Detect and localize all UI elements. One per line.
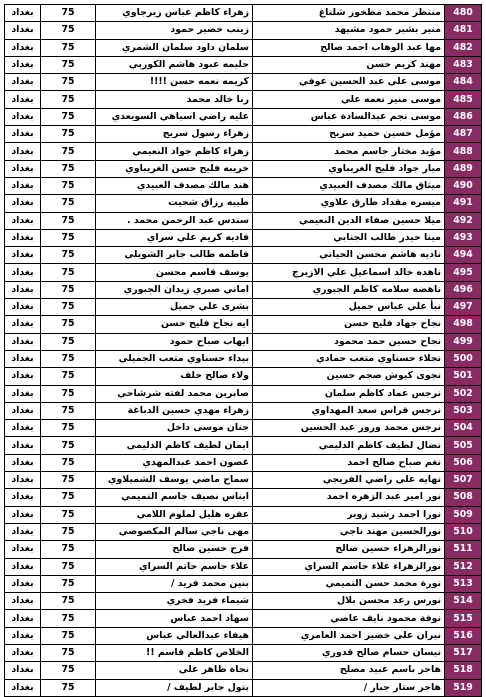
score-value: 75 bbox=[41, 627, 96, 644]
table-row bbox=[5, 350, 482, 367]
mother-name: صابرين محمد لفته شرشاحي bbox=[96, 385, 253, 402]
table-row bbox=[5, 454, 482, 471]
city-name: بغداد bbox=[5, 644, 41, 661]
city-name: بغداد bbox=[5, 299, 41, 316]
row-number: 501 bbox=[445, 368, 482, 385]
mother-name: علاء جاسم حاتم السراي bbox=[96, 558, 253, 575]
score-value: 75 bbox=[41, 247, 96, 264]
table-row bbox=[5, 56, 482, 73]
row-number: 488 bbox=[445, 143, 482, 160]
score-value: 75 bbox=[41, 644, 96, 661]
mother-name: نجاة ظاهر علي bbox=[96, 662, 253, 679]
row-number: 513 bbox=[445, 575, 482, 592]
applicant-name: مها عبد الوهاب احمد صالح bbox=[253, 39, 445, 56]
city-name: بغداد bbox=[5, 333, 41, 350]
mother-name: سلمان داود سلمان الشمري bbox=[96, 39, 253, 56]
applicant-name: نيسان حسام صالح قدوري bbox=[253, 644, 445, 661]
applicant-name: نهايه علي راضي الفريجي bbox=[253, 472, 445, 489]
mother-name: ايناس نصيف جاسم التميمي bbox=[96, 489, 253, 506]
applicant-name: مينا حيدر طالب الجنابي bbox=[253, 229, 445, 246]
row-number: 493 bbox=[445, 229, 482, 246]
table-row bbox=[5, 229, 482, 246]
table-row bbox=[5, 593, 482, 610]
mother-name: فاديه كريم علي سراي bbox=[96, 229, 253, 246]
score-value: 75 bbox=[41, 472, 96, 489]
city-name: بغداد bbox=[5, 212, 41, 229]
applicant-name: ناهضه سلامه كاظم الجبوري bbox=[253, 281, 445, 298]
applicant-name: نرجس قراس سعد المهداوي bbox=[253, 402, 445, 419]
names-table bbox=[4, 4, 482, 697]
mother-name: عليه راضي اسباهي السويعدي bbox=[96, 108, 253, 125]
city-name: بغداد bbox=[5, 91, 41, 108]
city-name: بغداد bbox=[5, 22, 41, 39]
city-name: بغداد bbox=[5, 662, 41, 679]
applicant-name: نجوى كيوش صجم حسين bbox=[253, 368, 445, 385]
table-row bbox=[5, 333, 482, 350]
mother-name: الخلاص كاظم قاسم !! bbox=[96, 644, 253, 661]
applicant-name: نرجس عماد كاظم سلمان bbox=[253, 385, 445, 402]
table-row bbox=[5, 523, 482, 540]
city-name: بغداد bbox=[5, 575, 41, 592]
mother-name: مهى ناجي سالم المكصوصي bbox=[96, 523, 253, 540]
score-value: 75 bbox=[41, 229, 96, 246]
row-number: 508 bbox=[445, 489, 482, 506]
table-row bbox=[5, 39, 482, 56]
city-name: بغداد bbox=[5, 593, 41, 610]
mother-name: عفره هليل لملوم اللامي bbox=[96, 506, 253, 523]
city-name: بغداد bbox=[5, 437, 41, 454]
applicant-name: منتظر محمد مظخور شلتاغ bbox=[253, 5, 445, 22]
score-value: 75 bbox=[41, 454, 96, 471]
row-number: 498 bbox=[445, 316, 482, 333]
mother-name: اماني صبري زيدان الجبوري bbox=[96, 281, 253, 298]
table-row bbox=[5, 91, 482, 108]
city-name: بغداد bbox=[5, 160, 41, 177]
row-number: 507 bbox=[445, 472, 482, 489]
applicant-name: ميلا حسين صفاء الدين النعيمي bbox=[253, 212, 445, 229]
table-row bbox=[5, 126, 482, 143]
score-value: 75 bbox=[41, 368, 96, 385]
score-value: 75 bbox=[41, 489, 96, 506]
table-row bbox=[5, 575, 482, 592]
table-row bbox=[5, 610, 482, 627]
city-name: بغداد bbox=[5, 541, 41, 558]
mother-name: شيماء فريد فخري bbox=[96, 593, 253, 610]
score-value: 75 bbox=[41, 316, 96, 333]
row-number: 485 bbox=[445, 91, 482, 108]
row-number: 483 bbox=[445, 56, 482, 73]
applicant-name: نورس رعد محسن بلال bbox=[253, 593, 445, 610]
score-value: 75 bbox=[41, 281, 96, 298]
table-row bbox=[5, 160, 482, 177]
mother-name: بنين محمد فريد / bbox=[96, 575, 253, 592]
mother-name: بيداء حسناوي متعب الجميلي bbox=[96, 350, 253, 367]
city-name: بغداد bbox=[5, 489, 41, 506]
table-row bbox=[5, 108, 482, 125]
row-number: 517 bbox=[445, 644, 482, 661]
applicant-name: هاجر ستار جبار / bbox=[253, 679, 445, 696]
table-row bbox=[5, 368, 482, 385]
city-name: بغداد bbox=[5, 126, 41, 143]
table-row bbox=[5, 212, 482, 229]
score-value: 75 bbox=[41, 74, 96, 91]
city-name: بغداد bbox=[5, 5, 41, 22]
applicant-name: ميسره مقداد طارق علاوي bbox=[253, 195, 445, 212]
mother-name: ايه نجاح فليح حسن bbox=[96, 316, 253, 333]
mother-name: رنا خالد محمد bbox=[96, 91, 253, 108]
mother-name: ايهاب صباح حمود bbox=[96, 333, 253, 350]
applicant-name: موسى منير نعمه علي bbox=[253, 91, 445, 108]
table-row bbox=[5, 489, 482, 506]
score-value: 75 bbox=[41, 385, 96, 402]
table-row bbox=[5, 541, 482, 558]
row-number: 505 bbox=[445, 437, 482, 454]
row-number: 484 bbox=[445, 74, 482, 91]
mother-name: سندس عبد الرحمن محمد . bbox=[96, 212, 253, 229]
table-row bbox=[5, 22, 482, 39]
mother-name: زهراء رسول سريح bbox=[96, 126, 253, 143]
city-name: بغداد bbox=[5, 264, 41, 281]
table-row bbox=[5, 264, 482, 281]
city-name: بغداد bbox=[5, 281, 41, 298]
row-number: 515 bbox=[445, 610, 482, 627]
mother-name: ايمان لطيف كاظم الدليمي bbox=[96, 437, 253, 454]
score-value: 75 bbox=[41, 177, 96, 194]
city-name: بغداد bbox=[5, 74, 41, 91]
table-row bbox=[5, 506, 482, 523]
city-name: بغداد bbox=[5, 177, 41, 194]
score-value: 75 bbox=[41, 108, 96, 125]
score-value: 75 bbox=[41, 402, 96, 419]
applicant-name: هاجر باسم عبيد مصلح bbox=[253, 662, 445, 679]
score-value: 75 bbox=[41, 541, 96, 558]
applicant-name: نبأ علي عباس جميل bbox=[253, 299, 445, 316]
city-name: بغداد bbox=[5, 627, 41, 644]
score-value: 75 bbox=[41, 350, 96, 367]
score-value: 75 bbox=[41, 143, 96, 160]
city-name: بغداد bbox=[5, 39, 41, 56]
mother-name: زينب خضير حمود bbox=[96, 22, 253, 39]
row-number: 519 bbox=[445, 679, 482, 696]
mother-name: طيبه رزاق شحيت bbox=[96, 195, 253, 212]
row-number: 518 bbox=[445, 662, 482, 679]
row-number: 510 bbox=[445, 523, 482, 540]
applicant-name: نجاح جهاد فليح حسن bbox=[253, 316, 445, 333]
row-number: 482 bbox=[445, 39, 482, 56]
table-row bbox=[5, 177, 482, 194]
city-name: بغداد bbox=[5, 143, 41, 160]
score-value: 75 bbox=[41, 593, 96, 610]
applicant-name: نرجس محمد ورور عبد الحسين bbox=[253, 420, 445, 437]
city-name: بغداد bbox=[5, 247, 41, 264]
score-value: 75 bbox=[41, 558, 96, 575]
score-value: 75 bbox=[41, 195, 96, 212]
table-row bbox=[5, 247, 482, 264]
mother-name: حليمه عبود هاشم الكوربي bbox=[96, 56, 253, 73]
applicant-name: موسى علي عبد الحسين عوفي bbox=[253, 74, 445, 91]
applicant-name: نيران علي خضير احمد العامري bbox=[253, 627, 445, 644]
applicant-name: مؤمل حسين حميد سريح bbox=[253, 126, 445, 143]
row-number: 486 bbox=[445, 108, 482, 125]
row-number: 509 bbox=[445, 506, 482, 523]
city-name: بغداد bbox=[5, 56, 41, 73]
table-row bbox=[5, 420, 482, 437]
row-number: 496 bbox=[445, 281, 482, 298]
score-value: 75 bbox=[41, 523, 96, 540]
table-row bbox=[5, 5, 482, 22]
table-row bbox=[5, 281, 482, 298]
mother-name: يوسف قاسم محسن bbox=[96, 264, 253, 281]
applicant-name: نضال لطيف كاظم الدليمي bbox=[253, 437, 445, 454]
table-row bbox=[5, 558, 482, 575]
table-row bbox=[5, 299, 482, 316]
applicant-name: نورالحسين مهند ناجي bbox=[253, 523, 445, 540]
table-row bbox=[5, 679, 482, 696]
applicant-name: منير بشير حمود مشيهد bbox=[253, 22, 445, 39]
city-name: بغداد bbox=[5, 316, 41, 333]
row-number: 490 bbox=[445, 177, 482, 194]
row-number: 503 bbox=[445, 402, 482, 419]
applicant-name: نجاح حسين حمد محمود bbox=[253, 333, 445, 350]
row-number: 494 bbox=[445, 247, 482, 264]
row-number: 492 bbox=[445, 212, 482, 229]
applicant-name: نغم صباح صالح احمد bbox=[253, 454, 445, 471]
row-number: 506 bbox=[445, 454, 482, 471]
score-value: 75 bbox=[41, 299, 96, 316]
score-value: 75 bbox=[41, 420, 96, 437]
applicant-name: ميار جواد فليح الغريباوي bbox=[253, 160, 445, 177]
table-row bbox=[5, 143, 482, 160]
mother-name: زهراء مهدي حسين الدباغة bbox=[96, 402, 253, 419]
mother-name: كريمه نعمه حسن !!!! bbox=[96, 74, 253, 91]
score-value: 75 bbox=[41, 333, 96, 350]
applicant-name: نور امير عبد الزهره احمد bbox=[253, 489, 445, 506]
row-number: 516 bbox=[445, 627, 482, 644]
row-number: 480 bbox=[445, 5, 482, 22]
mother-name: زهراء كاظم جواد النعيمي bbox=[96, 143, 253, 160]
score-value: 75 bbox=[41, 91, 96, 108]
applicant-name: نورة محمد حسن التميمي bbox=[253, 575, 445, 592]
city-name: بغداد bbox=[5, 195, 41, 212]
table-row bbox=[5, 437, 482, 454]
score-value: 75 bbox=[41, 437, 96, 454]
score-value: 75 bbox=[41, 575, 96, 592]
score-value: 75 bbox=[41, 5, 96, 22]
mother-name: هيفاء عبدالعالي عباس bbox=[96, 627, 253, 644]
applicant-name: نورالزهراء علاء جاسم السراي bbox=[253, 558, 445, 575]
mother-name: هند مالك مصدف العبيدي bbox=[96, 177, 253, 194]
mother-name: فرح حسين صالح bbox=[96, 541, 253, 558]
mother-name: بشرى علي جميل bbox=[96, 299, 253, 316]
table-row bbox=[5, 644, 482, 661]
table-row bbox=[5, 385, 482, 402]
applicant-name: موسى نجم عبدالسادة عباس bbox=[253, 108, 445, 125]
row-number: 512 bbox=[445, 558, 482, 575]
mother-name: خريبه فليح حسن الغريباوي bbox=[96, 160, 253, 177]
score-value: 75 bbox=[41, 56, 96, 73]
score-value: 75 bbox=[41, 39, 96, 56]
row-number: 497 bbox=[445, 299, 482, 316]
city-name: بغداد bbox=[5, 229, 41, 246]
row-number: 499 bbox=[445, 333, 482, 350]
row-number: 489 bbox=[445, 160, 482, 177]
table-row bbox=[5, 472, 482, 489]
score-value: 75 bbox=[41, 22, 96, 39]
table-row bbox=[5, 402, 482, 419]
city-name: بغداد bbox=[5, 385, 41, 402]
mother-name: غصون احمد عبدالمهدي bbox=[96, 454, 253, 471]
mother-name: زهراء كاظم عباس زيرجاوي bbox=[96, 5, 253, 22]
row-number: 481 bbox=[445, 22, 482, 39]
mother-name: ولاء صالح خلف bbox=[96, 368, 253, 385]
city-name: بغداد bbox=[5, 368, 41, 385]
mother-name: سماح ماضي يوسف الشميلاوي bbox=[96, 472, 253, 489]
names-table-body bbox=[5, 5, 482, 697]
score-value: 75 bbox=[41, 160, 96, 177]
city-name: بغداد bbox=[5, 420, 41, 437]
score-value: 75 bbox=[41, 212, 96, 229]
city-name: بغداد bbox=[5, 610, 41, 627]
row-number: 511 bbox=[445, 541, 482, 558]
row-number: 487 bbox=[445, 126, 482, 143]
table-row bbox=[5, 627, 482, 644]
applicant-name: نورا احمد رشيد زوير bbox=[253, 506, 445, 523]
mother-name: جنان موسى داخل bbox=[96, 420, 253, 437]
city-name: بغداد bbox=[5, 350, 41, 367]
row-number: 504 bbox=[445, 420, 482, 437]
mother-name: فاطمه طالب جابر الشويلي bbox=[96, 247, 253, 264]
applicant-name: ناهده خالد اسماعيل علي الازيرج bbox=[253, 264, 445, 281]
row-number: 491 bbox=[445, 195, 482, 212]
table-row bbox=[5, 74, 482, 91]
mother-name: سهاد احمد عباس bbox=[96, 610, 253, 627]
applicant-name: ناديه هاشم محسن الحياني bbox=[253, 247, 445, 264]
score-value: 75 bbox=[41, 679, 96, 696]
table-row bbox=[5, 662, 482, 679]
applicant-name: مؤيد مختار جاسم محمد bbox=[253, 143, 445, 160]
score-value: 75 bbox=[41, 610, 96, 627]
score-value: 75 bbox=[41, 506, 96, 523]
city-name: بغداد bbox=[5, 558, 41, 575]
score-value: 75 bbox=[41, 264, 96, 281]
city-name: بغداد bbox=[5, 454, 41, 471]
row-number: 502 bbox=[445, 385, 482, 402]
applicant-name: ميثاق مالك مصدف العبيدي bbox=[253, 177, 445, 194]
applicant-name: نوفة محمود نايف عاصي bbox=[253, 610, 445, 627]
city-name: بغداد bbox=[5, 523, 41, 540]
applicant-name: مهند كريم حسن bbox=[253, 56, 445, 73]
row-number: 514 bbox=[445, 593, 482, 610]
city-name: بغداد bbox=[5, 108, 41, 125]
score-value: 75 bbox=[41, 126, 96, 143]
city-name: بغداد bbox=[5, 679, 41, 696]
score-value: 75 bbox=[41, 662, 96, 679]
row-number: 500 bbox=[445, 350, 482, 367]
city-name: بغداد bbox=[5, 472, 41, 489]
mother-name: بتول جابر لطيف / bbox=[96, 679, 253, 696]
table-row bbox=[5, 316, 482, 333]
applicant-name: نورالزهراء حسين صالح bbox=[253, 541, 445, 558]
city-name: بغداد bbox=[5, 506, 41, 523]
applicant-name: نجلاء حسناوي متعب حمادي bbox=[253, 350, 445, 367]
row-number: 495 bbox=[445, 264, 482, 281]
city-name: بغداد bbox=[5, 402, 41, 419]
table-row bbox=[5, 195, 482, 212]
